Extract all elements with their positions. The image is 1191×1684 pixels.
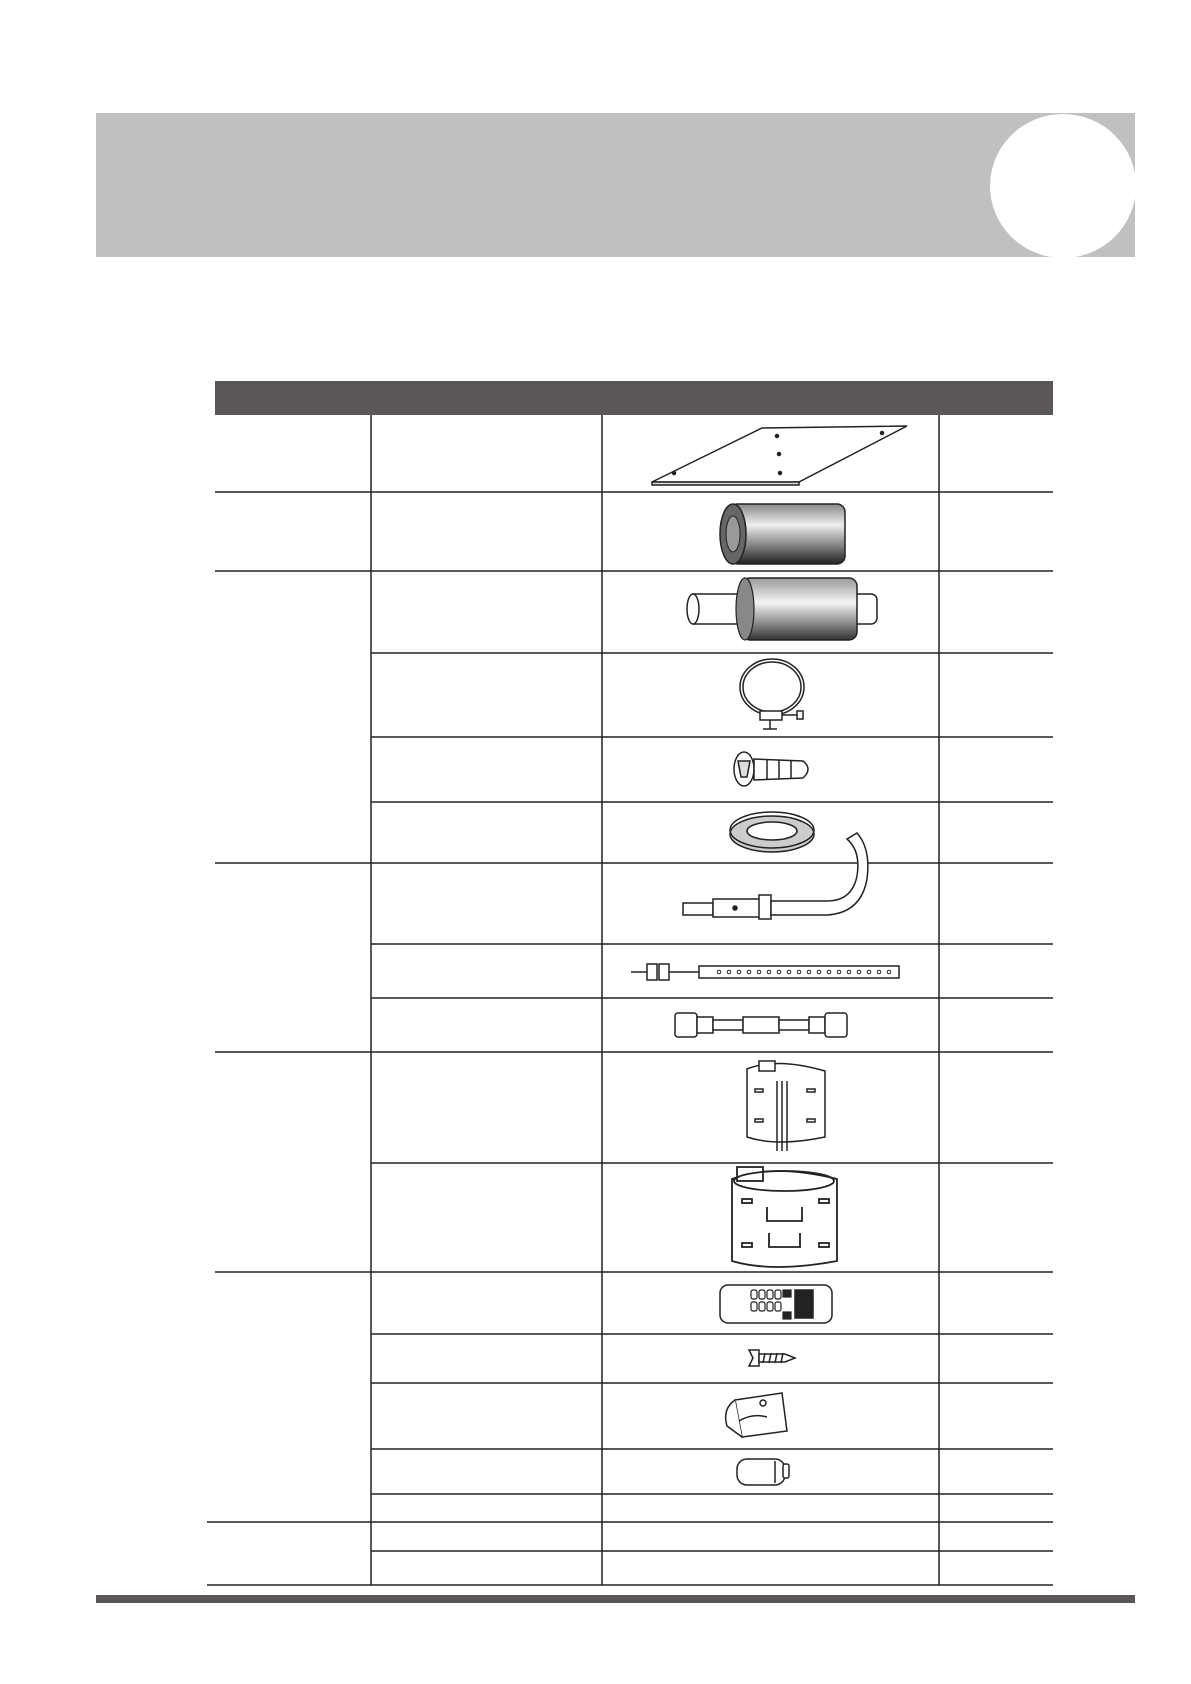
header-band xyxy=(96,113,1135,257)
tapping-screw-icon xyxy=(749,1350,795,1366)
header-circle-badge xyxy=(990,114,1136,258)
remote-controller-icon xyxy=(720,1285,832,1323)
remote-holder-icon xyxy=(726,1393,787,1437)
hose-clamp-icon xyxy=(740,659,804,729)
connecting-pipe-icon xyxy=(675,1013,847,1037)
insulated-pipe-icon xyxy=(687,578,877,640)
mounting-plate-icon xyxy=(652,426,907,485)
small-magnetic-ring-icon xyxy=(747,1061,825,1151)
perforated-strap-icon xyxy=(631,964,899,980)
anchor-bolt-icon xyxy=(734,752,808,786)
large-magnetic-ring-icon xyxy=(732,1167,837,1267)
rubber-gasket-icon xyxy=(730,812,814,852)
accessories-table xyxy=(207,381,1053,1587)
table-grid xyxy=(207,381,1053,1587)
footer-rule xyxy=(96,1595,1135,1603)
battery-icon xyxy=(737,1459,789,1485)
insulation-sleeve-icon xyxy=(720,504,845,564)
